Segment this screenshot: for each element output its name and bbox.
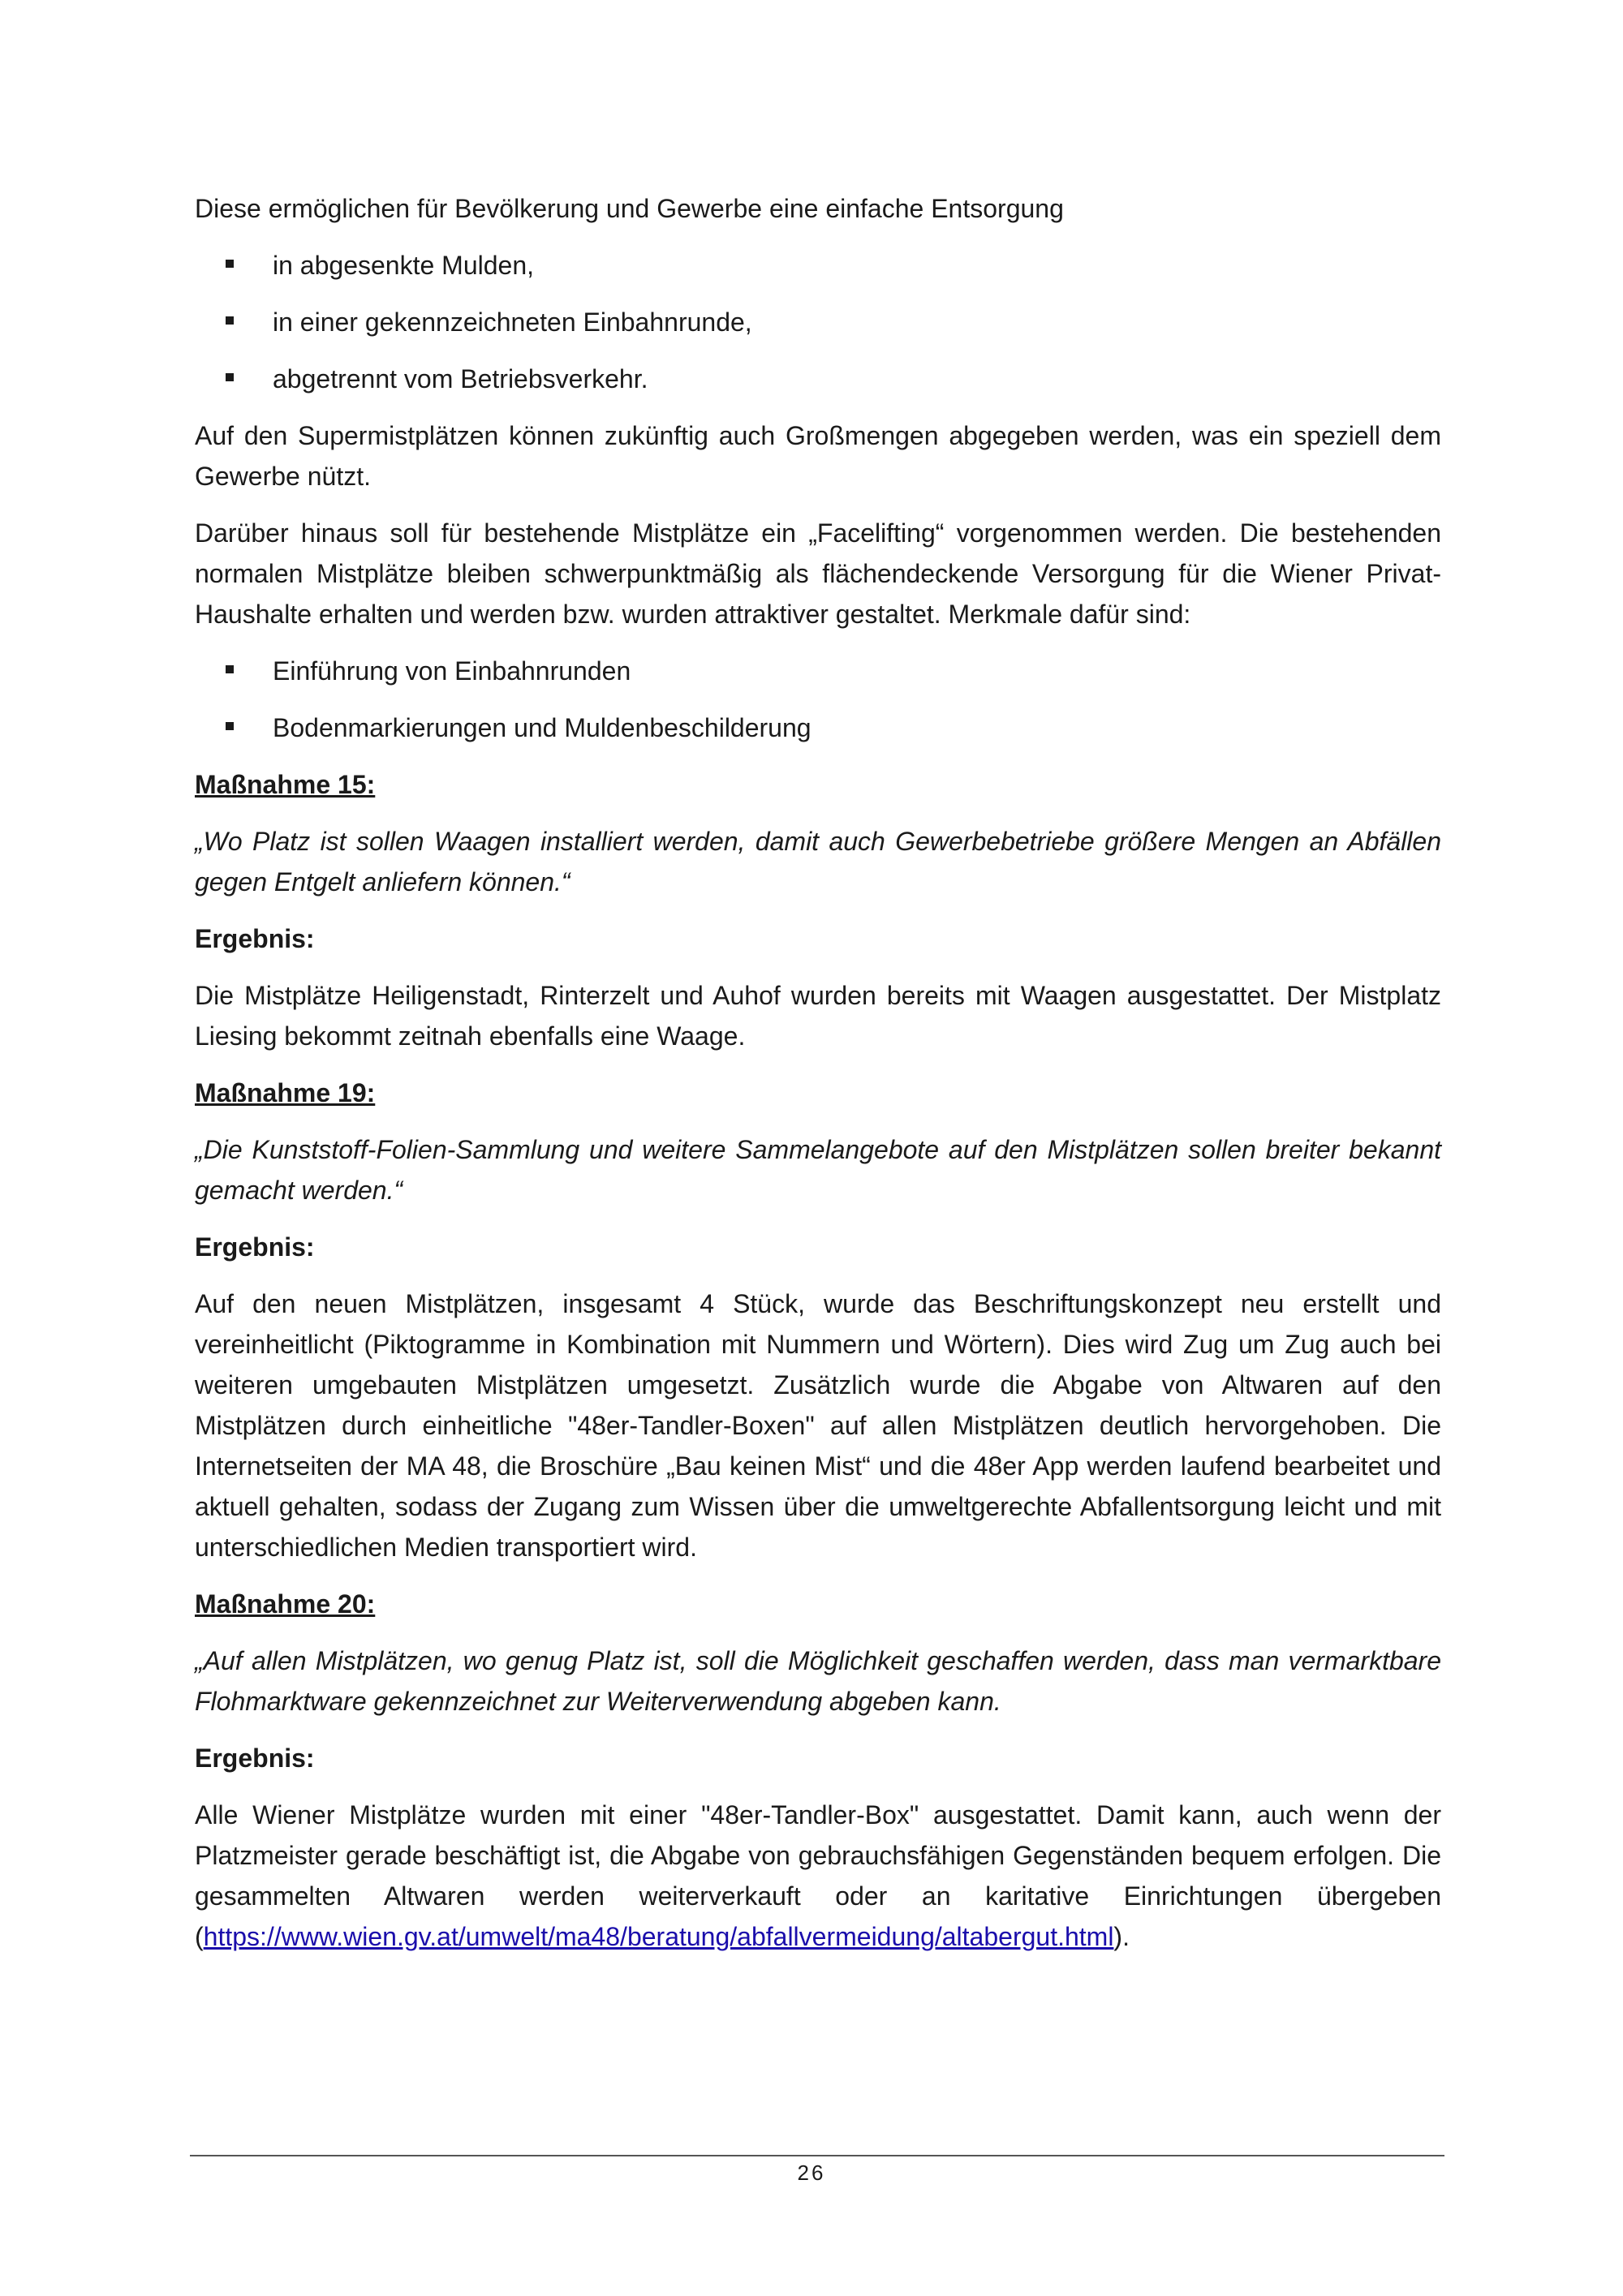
square-bullet-icon (226, 665, 234, 673)
footer-divider (190, 2155, 1444, 2156)
paragraph-grossmengen: Auf den Supermistplätzen können zukünftig auch Großmengen abgegeben werden, was ein speziell dem Gewerbe nützt. (195, 421, 1441, 491)
quote-massnahme-20: „Auf allen Mistplätzen, wo genug Platz ist, soll die Möglichkeit geschaffen werden, dass man vermarktbare Flohmarktware gekennzeichnet zur Weiterverwendung abgeben kann. (195, 1646, 1441, 1716)
result-massnahme-19: Auf den neuen Mistplätzen, insgesamt 4 Stück, wurde das Beschriftungskonzept neu erstellt und vereinheitlicht (Piktogramme in Kombination mit Nummern und Wörtern). Dies wird Zug um Zug auch bei weiteren umgebauten Mistplätzen umgesetzt. Zusätzlich wurde die Abgabe von Altwaren auf den Mistplätzen durch einheitliche "48er-Tandler-Boxen" auf allen Mistplätzen deutlich hervorgehoben. Die Internetseiten der MA 48, die Broschüre „Bau keinen Mist“ und die 48er App werden laufend bearbeitet und aktuell gehalten, sodass der Zugang zum Wissen über die umweltgerechte Abfallentsorgung leicht und mit unterschiedlichen Medien transportiert wird. (195, 1289, 1441, 1562)
square-bullet-icon (226, 260, 234, 268)
paragraph-facelifting: Darüber hinaus soll für bestehende Mistplätze ein „Facelifting“ vorgenommen werden. Die bestehenden normalen Mistplätze bleiben schwerpunktmäßig als flächendeckende Versorgung für die Wiener Privat-Haushalte erhalten und werden bzw. wurden attraktiver gestaltet. Merkmale dafür sind: (195, 518, 1441, 629)
bullet-list-mulden (195, 245, 1441, 399)
list-item-text: abgetrennt vom Betriebsverkehr. (273, 364, 648, 393)
bullet-list-merkmale (195, 651, 1441, 748)
heading-massnahme-15: Maßnahme 15: (195, 770, 376, 799)
list-item-text: Einführung von Einbahnrunden (273, 656, 631, 686)
result-massnahme-15: Die Mistplätze Heiligenstadt, Rinterzelt und Auhof wurden bereits mit Waagen ausgestattet. Der Mistplatz Liesing bekommt zeitnah ebenfalls eine Waage. (195, 981, 1441, 1051)
list-item (195, 245, 1441, 286)
altabergut-link[interactable]: https://www.wien.gv.at/umwelt/ma48/beratung/abfallvermeidung/altabergut.html (203, 1922, 1114, 1951)
result-label-20: Ergebnis: (195, 1743, 315, 1773)
page-number: 26 (797, 2161, 826, 2185)
list-item (195, 651, 1441, 691)
result-label-15: Ergebnis: (195, 924, 315, 953)
list-item (195, 302, 1441, 342)
document-page (195, 188, 1441, 1973)
intro-paragraph: Diese ermöglichen für Bevölkerung und Gewerbe eine einfache Entsorgung (195, 194, 1064, 223)
square-bullet-icon (226, 373, 234, 381)
list-item (195, 707, 1441, 748)
heading-massnahme-19: Maßnahme 19: (195, 1078, 376, 1107)
quote-massnahme-15: „Wo Platz ist sollen Waagen installiert werden, damit auch Gewerbebetriebe größere Mengen an Abfällen gegen Entgelt anliefern können.“ (195, 827, 1441, 896)
list-item (195, 359, 1441, 399)
list-item-text: in abgesenkte Mulden, (273, 251, 534, 280)
result-label-19: Ergebnis: (195, 1232, 315, 1262)
square-bullet-icon (226, 316, 234, 325)
result-text-before-link: Alle Wiener Mistplätze wurden mit einer "48er-Tandler-Box" ausgestattet. Damit kann, auch wenn der Platzmeister gerade beschäftigt ist, die Abgabe von gebrauchsfähigen Gegenständen bequem erfolgen. Die gesammelten Altwaren werden weiterverkauft oder an karitative Einrichtungen übergeben ( (195, 1800, 1441, 1951)
list-item-text: in einer gekennzeichneten Einbahnrunde, (273, 307, 752, 337)
list-item-text: Bodenmarkierungen und Muldenbeschilderung (273, 713, 812, 742)
result-text-after-link: ). (1113, 1922, 1130, 1951)
square-bullet-icon (226, 722, 234, 730)
heading-massnahme-20: Maßnahme 20: (195, 1589, 376, 1619)
result-massnahme-20 (195, 1795, 1441, 1957)
quote-massnahme-19: „Die Kunststoff-Folien-Sammlung und weitere Sammelangebote auf den Mistplätzen sollen breiter bekannt gemacht werden.“ (195, 1135, 1441, 1205)
